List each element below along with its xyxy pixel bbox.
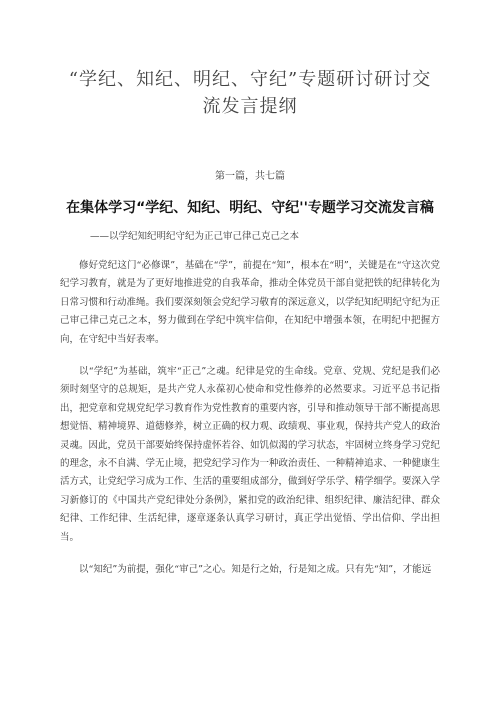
body-paragraph: 修好党纪这门“必修课”，基础在“学”，前提在“知”，根本在“明”，关键是在“守这次党纪学习教育，就是为了更好地推进党的自我革命，推动全体党员干部自觉把铁的纪律转化为日常习惯和行动准绳。我们要深刻领会党纪学习敬育的深远意义，以学纪知纪明纪守纪为正己审己律己克己之本，努力做到在学纪中筑牢信仰，在知纪中增强本领，在明纪中把握方向，在守纪中当好表率。 <box>60 260 441 345</box>
document-title: “学纪、知纪、明纪、守纪”专题研讨研讨交流发言提纲 <box>68 69 432 117</box>
section-subtitle: ——以学纪知纪明纪守纪为正己审己律己克己之本 <box>90 231 300 242</box>
section-title: 在集体学习“学纪、知纪、明纪、守纪''专题学习交流发言稿 <box>66 200 434 216</box>
body-paragraph: 以“知纪”为前提，强化“审己”之心。知是行之始，行是知之成。只有先“知”，才能远 <box>79 564 432 576</box>
section-label: 第一篇，共七篇 <box>215 171 285 182</box>
body-paragraph: 以“学纪”为基础，筑牢“正己”之魂。纪律是党的生命线。党章、党规、党纪是我们必须时刻坚守的总规矩，是共产党人永葆初心使命和党性修养的必然要求。习近平总书记指出，把党章和党规党纪学习教育作为党性教育的重要内容，引导和推动领导干部不断提高思想觉悟、精神境界、道德修养，树立正确的权力观、政绩观、事业观，保持共产党人的政治灵魂。因此，党员干部要始终保持虚怀若谷、如饥似渴的学习状态，牢固树立终身学习党纪的理念，永不自满、学无止境，把党纪学习作为一种政治责任、一种精神追求、一种健康生活方式，让党纪学习成为工作、生活的重要组成部分，做到好学乐学、精学细学。要深入学习新修订的《中国共产党纪律处分条例》，紧扣党的政治纪律、组织纪律、廉洁纪律、群众纪律、工作纪律、生活纪律，逐章逐条认真学习研讨，真正学出觉悟、学出信仰、学出担当。 <box>60 366 441 543</box>
